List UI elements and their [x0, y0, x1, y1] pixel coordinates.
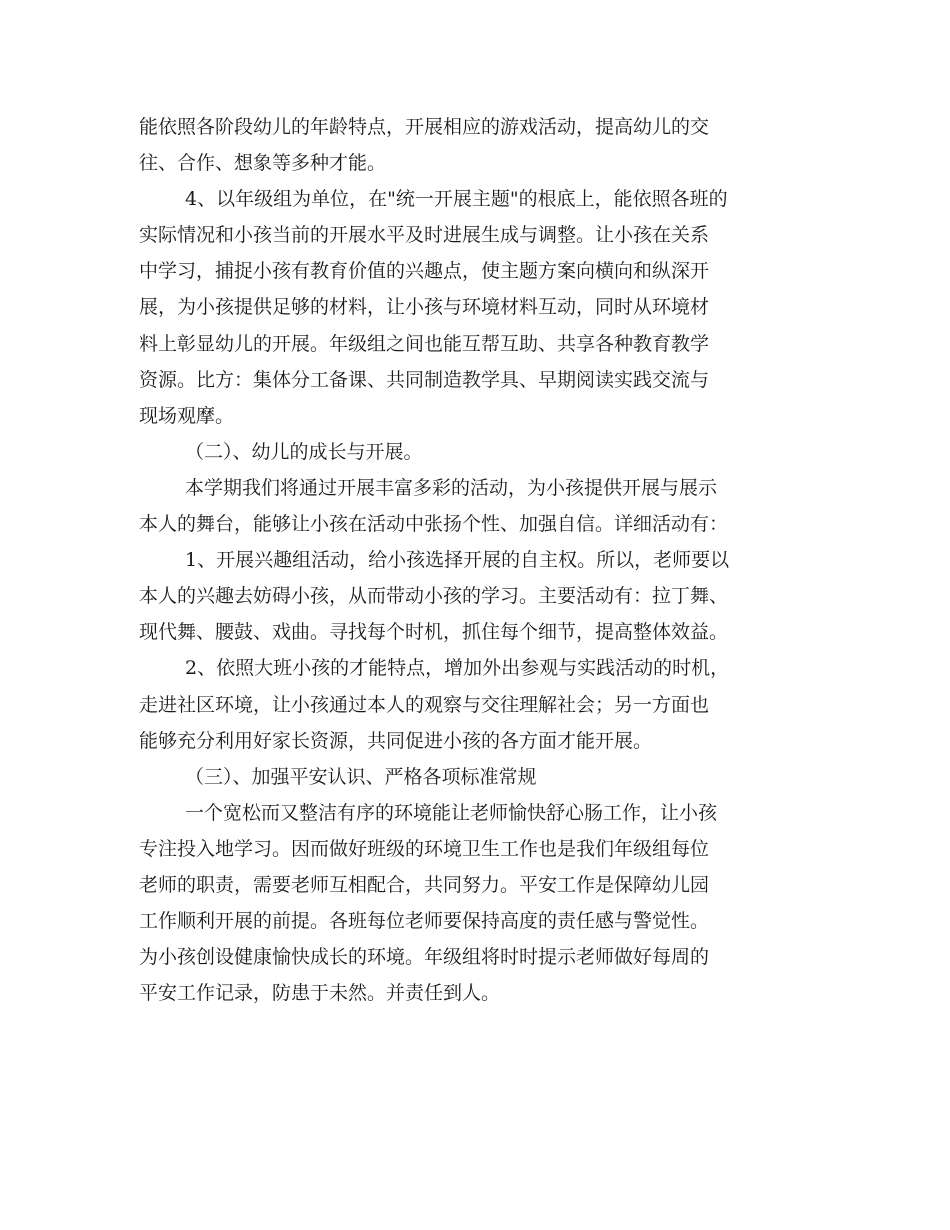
text-line: 工作顺利开展的前提。各班每位老师要保持高度的责任感与警觉性。	[139, 910, 710, 933]
text-line: 老师的职责，需要老师互相配合，共同努力。平安工作是保障幼儿园	[139, 873, 710, 896]
text-line: 1、开展兴趣组活动，给小孩选择开展的自主权。所以，老师要以	[185, 549, 730, 572]
text-line: 平安工作记录，防患于未然。并责任到人。	[139, 982, 501, 1005]
text-line: 实际情况和小孩当前的开展水平及时进展生成与调整。让小孩在关系	[139, 224, 710, 247]
text-line: 中学习，捕捉小孩有教育价值的兴趣点，使主题方案向横向和纵深开	[139, 260, 710, 283]
text-line: 本人的兴趣去妨碍小孩，从而带动小孩的学习。主要活动有：拉丁舞、	[139, 585, 729, 608]
text-line: 往、合作、想象等多种才能。	[139, 152, 387, 175]
text-line: 能依照各阶段幼儿的年龄特点，开展相应的游戏活动，提高幼儿的交	[139, 116, 710, 138]
text-line: 2、依照大班小孩的才能特点，增加外出参观与实践活动的时机，	[185, 657, 730, 680]
text-line: 专注投入地学习。因而做好班级的环境卫生工作也是我们年级组每位	[139, 837, 710, 860]
section-heading: （三）、加强平安认识、严格各项标准常规	[185, 765, 537, 788]
text-line: 一个宽松而又整洁有序的环境能让老师愉快舒心肠工作，让小孩	[185, 801, 718, 824]
text-line: 资源。比方：集体分工备课、共同制造教学具、早期阅读实践交流与	[139, 368, 710, 391]
text-line: 现场观摩。	[139, 404, 235, 427]
text-line: 现代舞、腰鼓、戏曲。寻找每个时机，抓住每个细节，提高整体效益。	[139, 621, 729, 644]
text-line: 料上彰显幼儿的开展。年级组之间也能互帮互助、共享各种教育教学	[139, 332, 710, 355]
section-heading: （二）、幼儿的成长与开展。	[185, 440, 423, 463]
document-body	[139, 109, 819, 1011]
text-line: 走进社区环境，让小孩通过本人的观察与交往理解社会；另一方面也	[139, 693, 710, 716]
text-line: 能够充分利用好家长资源，共同促进小孩的各方面才能开展。	[139, 729, 653, 752]
text-line: 本学期我们将通过开展丰富多彩的活动，为小孩提供开展与展示	[185, 476, 718, 499]
text-line: 展，为小孩提供足够的材料，让小孩与环境材料互动，同时从环境材	[139, 296, 710, 319]
text-line: 本人的舞台，能够让小孩在活动中张扬个性、加强自信。详细活动有：	[139, 513, 729, 536]
text-line: 4、以年级组为单位，在"统一开展主题"的根底上，能依照各班的	[185, 188, 728, 211]
text-line: 为小孩创设健康愉快成长的环境。年级组将时时提示老师做好每周的	[139, 946, 710, 969]
